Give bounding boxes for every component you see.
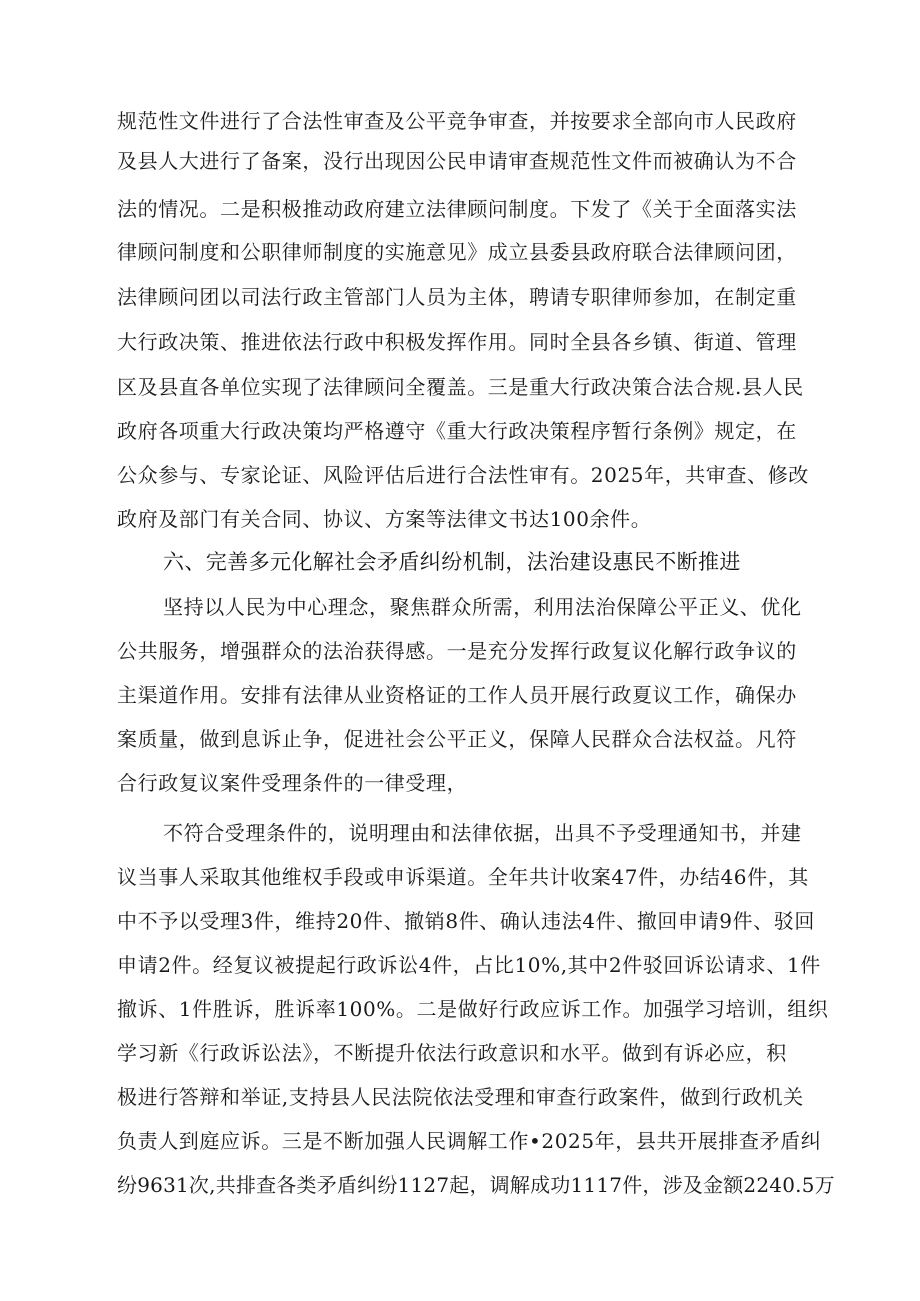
body-text-line: 中不予以受理3件，维持20件、撤销8件、确认违法4件、撤回申请9件、驳回 (117, 909, 815, 933)
body-text-line: 案质量，做到息诉止争，促进社会公平正义，保障人民群众合法权益。凡符 (117, 727, 797, 751)
body-text-line: 公共服务，增强群众的法治获得感。一是充分发挥行政复议化解行政争议的 (117, 639, 797, 663)
body-text-line: 撤诉、1件胜诉，胜诉率100%。二是做好行政应诉工作。加强学习培训，组织 (117, 997, 829, 1021)
body-text-line: 法律顾问团以司法行政主管部门人员为主体，聘请专职律师参加，在制定重 (117, 285, 797, 309)
body-text-line: 负责人到庭应诉。三是不断加强人民调解工作•2025年，县共开展排查矛盾纠 (117, 1129, 822, 1153)
body-text-line: 规范性文件进行了合法性审查及公平竞争审查，并按要求全部向市人民政府 (117, 109, 797, 133)
body-text-line: 纷9631次,共排查各类矛盾纠纷1127起，调解成功1117件，涉及金额2240.5万 (117, 1173, 835, 1197)
body-text-line: 法的情况。二是积极推动政府建立法律顾问制度。下发了《关于全面落实法 (117, 197, 797, 221)
body-text-line: 不符合受理条件的，说明理由和法律依据，出具不予受理通知书，并建 (163, 821, 802, 845)
body-text-line: 公众参与、专家论证、风险评估后进行合法性审有。2025年，共审查、修改 (117, 463, 809, 487)
section-heading: 六、完善多元化解社会矛盾纠纷机制，法治建设惠民不断推进 (163, 550, 741, 574)
body-text-line: 区及县直各单位实现了法律顾问全覆盖。三是重大行政决策合法合规.县人民 (117, 375, 804, 399)
body-text-line: 申请2件。经复议被提起行政诉讼4件，占比10%,其中2件驳回诉讼请求、1件 (117, 953, 821, 977)
body-text-line: 律顾问制度和公职律师制度的实施意见》成立县委县政府联合法律顾问团， (117, 240, 797, 264)
body-text-line: 政府各项重大行政决策均严格遵守《重大行政决策程序暂行条例》规定，在 (117, 419, 797, 443)
body-text-line: 政府及部门有关合同、协议、方案等法律文书达100余件。 (117, 507, 652, 531)
body-text-line: 及县人大进行了备案，没行出现因公民申请审查规范性文件而被确认为不合 (117, 149, 797, 173)
body-text-line: 大行政决策、推进依法行政中积极发挥作用。同时全县各乡镇、街道、管理 (117, 330, 797, 354)
body-text-line: 学习新《行政诉讼法》，不断提升依法行政意识和水平。做到有诉必应，积 (117, 1041, 787, 1065)
body-text-line: 合行政复议案件受理条件的一律受理， (117, 771, 468, 795)
body-text-line: 主渠道作用。安排有法律从业资格证的工作人员开展行政夏议工作，确保办 (117, 683, 797, 707)
body-text-line: 议当事人采取其他维权手段或申诉渠道。全年共计收案47件，办结46件，其 (117, 865, 809, 889)
body-text-line: 极进行答辩和举证,支持县人民法院依法受理和审查行政案件，做到行政机关 (117, 1085, 804, 1109)
body-text-line: 坚持以人民为中心理念，聚焦群众所需，利用法治保障公平正义、优化 (163, 595, 802, 619)
